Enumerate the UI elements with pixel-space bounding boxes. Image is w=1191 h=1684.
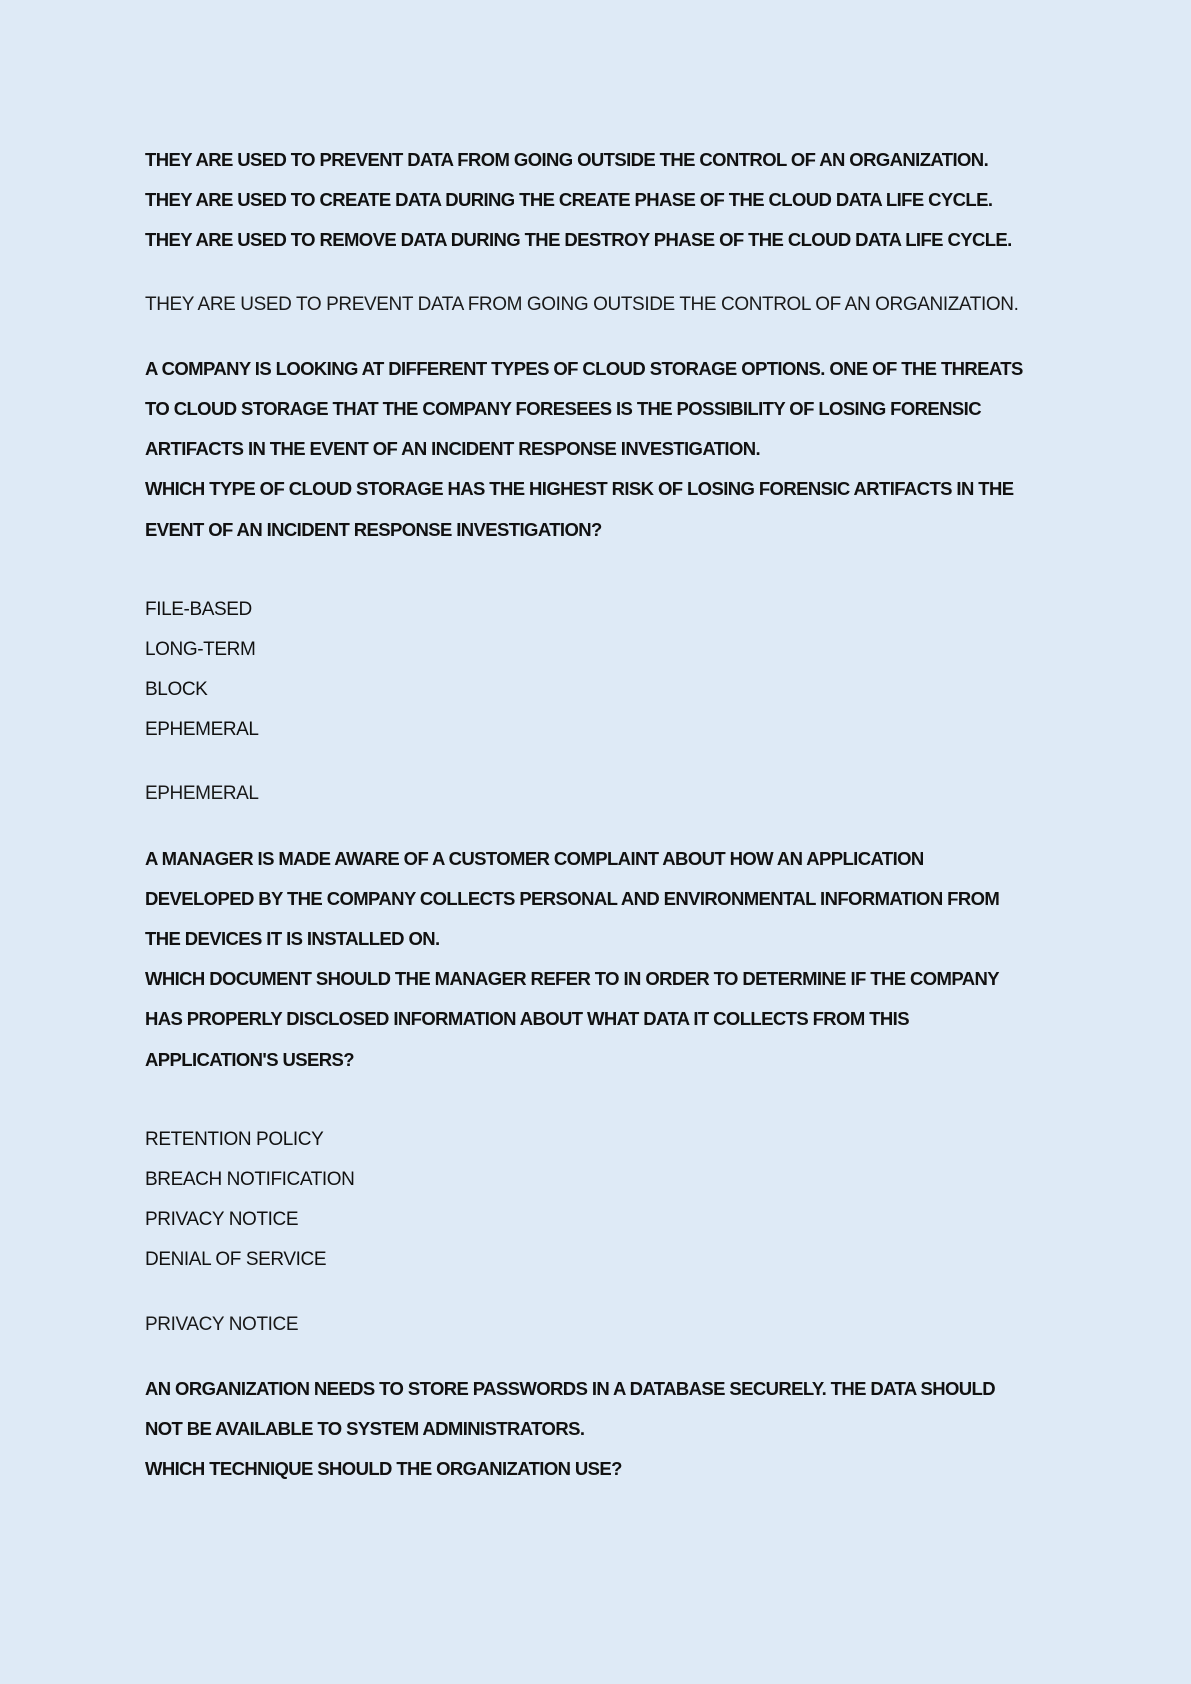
question-line: AN ORGANIZATION NEEDS TO STORE PASSWORDS IN A DATABASE SECURELY. THE DATA SHOULD [145, 1377, 995, 1399]
question-line: WHICH TYPE OF CLOUD STORAGE HAS THE HIGHEST RISK OF LOSING FORENSIC ARTIFACTS IN THE [145, 478, 1014, 500]
option-line: EPHEMERAL [145, 719, 259, 741]
question-line: A MANAGER IS MADE AWARE OF A CUSTOMER COMPLAINT ABOUT HOW AN APPLICATION [145, 847, 924, 869]
question-line: APPLICATION'S USERS? [145, 1048, 354, 1070]
question-line: WHICH TECHNIQUE SHOULD THE ORGANIZATION USE? [145, 1458, 622, 1480]
answer-line: EPHEMERAL [145, 783, 259, 805]
question-line: THE DEVICES IT IS INSTALLED ON. [145, 928, 440, 949]
option-line: THEY ARE USED TO CREATE DATA DURING THE CREATE PHASE OF THE CLOUD DATA LIFE CYCLE. [145, 189, 993, 211]
document-page [145, 140, 1065, 1489]
option-line: FILE-BASED [145, 598, 252, 620]
option-line: THEY ARE USED TO PREVENT DATA FROM GOING OUTSIDE THE CONTROL OF AN ORGANIZATION. [145, 149, 989, 170]
prev-options [145, 140, 1065, 261]
question-line: NOT BE AVAILABLE TO SYSTEM ADMINISTRATORS. [145, 1417, 585, 1439]
question-line: EVENT OF AN INCIDENT RESPONSE INVESTIGATION? [145, 518, 602, 540]
question-2-options [145, 1120, 1065, 1281]
option-line: RETENTION POLICY [145, 1128, 324, 1150]
question-1-options [145, 590, 1065, 751]
option-line: DENIAL OF SERVICE [145, 1249, 327, 1271]
question-line: TO CLOUD STORAGE THAT THE COMPANY FORESEES IS THE POSSIBILITY OF LOSING FORENSIC [145, 397, 981, 419]
option-line: BLOCK [145, 679, 208, 701]
option-line: BREACH NOTIFICATION [145, 1168, 355, 1190]
question-line: WHICH DOCUMENT SHOULD THE MANAGER REFER TO IN ORDER TO DETERMINE IF THE COMPANY [145, 968, 999, 990]
option-line: THEY ARE USED TO REMOVE DATA DURING THE DESTROY PHASE OF THE CLOUD DATA LIFE CYCLE. [145, 229, 1012, 251]
question-3 [145, 1369, 1065, 1490]
question-line: HAS PROPERLY DISCLOSED INFORMATION ABOUT WHAT DATA IT COLLECTS FROM THIS [145, 1008, 909, 1030]
question-2 [145, 839, 1065, 1080]
question-1 [145, 349, 1065, 550]
answer-line: PRIVACY NOTICE [145, 1313, 299, 1335]
option-line: PRIVACY NOTICE [145, 1209, 299, 1231]
option-line: LONG-TERM [145, 638, 256, 660]
answer-line: THEY ARE USED TO PREVENT DATA FROM GOING OUTSIDE THE CONTROL OF AN ORGANIZATION. [145, 293, 1019, 315]
question-line: DEVELOPED BY THE COMPANY COLLECTS PERSONAL AND ENVIRONMENTAL INFORMATION FROM [145, 887, 1000, 909]
question-line: ARTIFACTS IN THE EVENT OF AN INCIDENT RESPONSE INVESTIGATION. [145, 438, 761, 460]
question-line: A COMPANY IS LOOKING AT DIFFERENT TYPES OF CLOUD STORAGE OPTIONS. ONE OF THE THREATS [145, 357, 1023, 379]
